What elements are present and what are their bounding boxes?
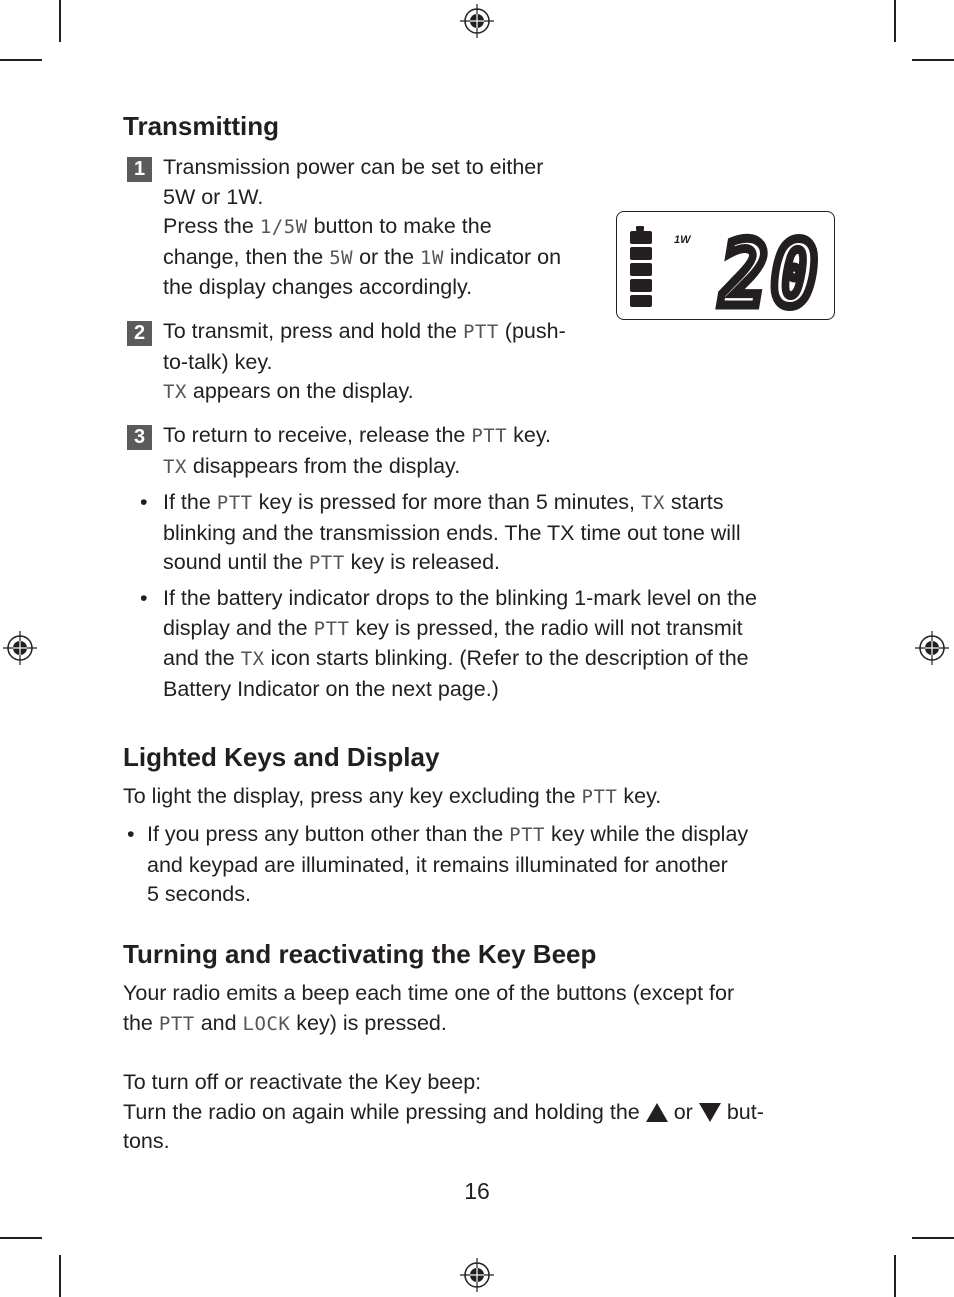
text: appears on the display. bbox=[192, 379, 414, 404]
key-label-ptt: PTT bbox=[581, 786, 618, 808]
indicator-tx: TX bbox=[240, 648, 265, 671]
text: key) is pressed. bbox=[296, 1010, 447, 1035]
text-line: tons. bbox=[123, 1129, 170, 1154]
text-line bbox=[147, 820, 837, 851]
text: Turn the radio on again while pressing and holding the bbox=[123, 1099, 640, 1124]
step-body bbox=[163, 317, 683, 408]
step-number: 1 bbox=[127, 157, 152, 182]
paragraph bbox=[123, 979, 838, 1039]
text-line bbox=[163, 377, 683, 408]
text: the bbox=[123, 1010, 153, 1035]
text: or the bbox=[359, 244, 415, 269]
registration-mark-icon bbox=[915, 631, 949, 665]
down-arrow-icon bbox=[699, 1103, 721, 1122]
crop-mark bbox=[59, 1255, 61, 1297]
step-body bbox=[163, 421, 683, 482]
text-line: blinking and the transmission ends. The TX time out tone will bbox=[163, 520, 741, 545]
up-arrow-icon bbox=[646, 1103, 668, 1122]
crop-mark bbox=[59, 0, 61, 42]
key-label-ptt: PTT bbox=[308, 552, 345, 575]
page-number: 16 bbox=[464, 1178, 490, 1204]
crop-mark bbox=[0, 59, 42, 61]
text: sound until the bbox=[163, 550, 303, 575]
text-line: and keypad are illuminated, it remains illuminated for another bbox=[147, 852, 728, 877]
text-line: the display changes accordingly. bbox=[163, 275, 473, 300]
text-line bbox=[163, 421, 683, 452]
indicator-5w: 5W bbox=[329, 246, 354, 269]
text: starts bbox=[670, 490, 724, 514]
text-line: Transmission power can be set to either bbox=[163, 155, 544, 179]
registration-mark-icon bbox=[3, 631, 37, 665]
crop-mark bbox=[912, 1237, 954, 1239]
text-line: Battery Indicator on the next page.) bbox=[163, 676, 499, 701]
text: key. bbox=[623, 784, 662, 808]
text: If the bbox=[163, 490, 211, 514]
bullet-dot: • bbox=[127, 822, 135, 846]
text: indicator on bbox=[449, 244, 562, 269]
text: (push- bbox=[504, 319, 566, 343]
key-label-power: 1/5W bbox=[259, 216, 308, 239]
paragraph bbox=[123, 1068, 838, 1157]
bullet-dot: • bbox=[140, 490, 148, 514]
power-label: 1W bbox=[674, 234, 691, 246]
text: To return to receive, release the bbox=[163, 423, 466, 447]
text: but- bbox=[726, 1099, 764, 1124]
lcd-display-drawing bbox=[617, 212, 834, 319]
battery-indicator-icon bbox=[630, 226, 652, 307]
indicator-tx: TX bbox=[641, 492, 665, 514]
key-label-ptt: PTT bbox=[509, 824, 545, 846]
text-line bbox=[163, 212, 633, 243]
text: To light the display, press any key excluding the bbox=[123, 784, 576, 808]
text-line: To turn off or reactivate the Key beep: bbox=[123, 1070, 482, 1094]
registration-mark-icon bbox=[460, 1258, 494, 1292]
text: disappears from the display. bbox=[192, 453, 461, 478]
section-title-key-beep: Turning and reactivating the Key Beep bbox=[123, 939, 597, 969]
text: key is released. bbox=[350, 550, 501, 575]
text: key while the display bbox=[550, 822, 749, 846]
key-label-ptt: PTT bbox=[158, 1012, 195, 1035]
section-title-transmitting: Transmitting bbox=[123, 111, 280, 141]
key-label-ptt: PTT bbox=[313, 617, 350, 640]
text-line: If the battery indicator drops to the blinking 1-mark level on the bbox=[163, 586, 757, 610]
text-line bbox=[163, 614, 843, 645]
bullet-text bbox=[147, 820, 837, 910]
text-line bbox=[163, 452, 683, 483]
text-line bbox=[163, 243, 633, 274]
text: change, then the bbox=[163, 244, 324, 269]
step-body bbox=[163, 153, 633, 303]
indicator-tx: TX bbox=[163, 455, 187, 478]
step-number: 2 bbox=[127, 321, 152, 346]
text: display and the bbox=[163, 615, 308, 640]
key-label-ptt: PTT bbox=[462, 321, 499, 343]
text: To transmit, press and hold the bbox=[163, 319, 457, 343]
step-number: 3 bbox=[127, 425, 152, 450]
text-line: 5W or 1W. bbox=[163, 184, 264, 209]
text: button to make the bbox=[313, 214, 492, 239]
text: and the bbox=[163, 646, 235, 671]
text-line bbox=[163, 644, 843, 675]
text: key is pressed, the radio will not transmit bbox=[355, 615, 743, 640]
text-line bbox=[123, 1098, 838, 1128]
text: icon starts blinking. (Refer to the description of the bbox=[270, 646, 749, 671]
crop-mark bbox=[912, 59, 954, 61]
bullet-dot: • bbox=[140, 586, 148, 610]
channel-number: 20 bbox=[719, 222, 821, 319]
bullet-text bbox=[163, 584, 843, 704]
text-line: Your radio emits a beep each time one of the buttons (except for bbox=[123, 981, 735, 1005]
bullet-text bbox=[163, 488, 843, 579]
key-label-ptt: PTT bbox=[216, 492, 253, 514]
crop-mark bbox=[0, 1237, 42, 1239]
indicator-1w: 1W bbox=[420, 246, 444, 269]
text: If you press any button other than the bbox=[147, 822, 504, 846]
text: and bbox=[200, 1010, 237, 1035]
text-line bbox=[163, 548, 843, 579]
text: key. bbox=[513, 423, 551, 447]
key-label-lock: LOCK bbox=[242, 1012, 291, 1035]
text: key is pressed for more than 5 minutes, bbox=[258, 490, 636, 514]
paragraph bbox=[123, 782, 838, 813]
text-line bbox=[123, 1009, 838, 1040]
section-title-lighted-keys: Lighted Keys and Display bbox=[123, 742, 440, 772]
text: Press the bbox=[163, 214, 254, 239]
indicator-tx: TX bbox=[163, 381, 187, 404]
key-label-ptt: PTT bbox=[471, 425, 508, 447]
text-line bbox=[163, 317, 683, 348]
registration-mark-icon bbox=[460, 4, 494, 38]
lcd-display-illustration bbox=[616, 211, 835, 320]
text-line: to-talk) key. bbox=[163, 349, 273, 374]
crop-mark bbox=[894, 0, 896, 42]
text-line: 5 seconds. bbox=[147, 882, 251, 907]
text: or bbox=[673, 1099, 693, 1124]
text-line bbox=[163, 488, 843, 519]
crop-mark bbox=[894, 1255, 896, 1297]
